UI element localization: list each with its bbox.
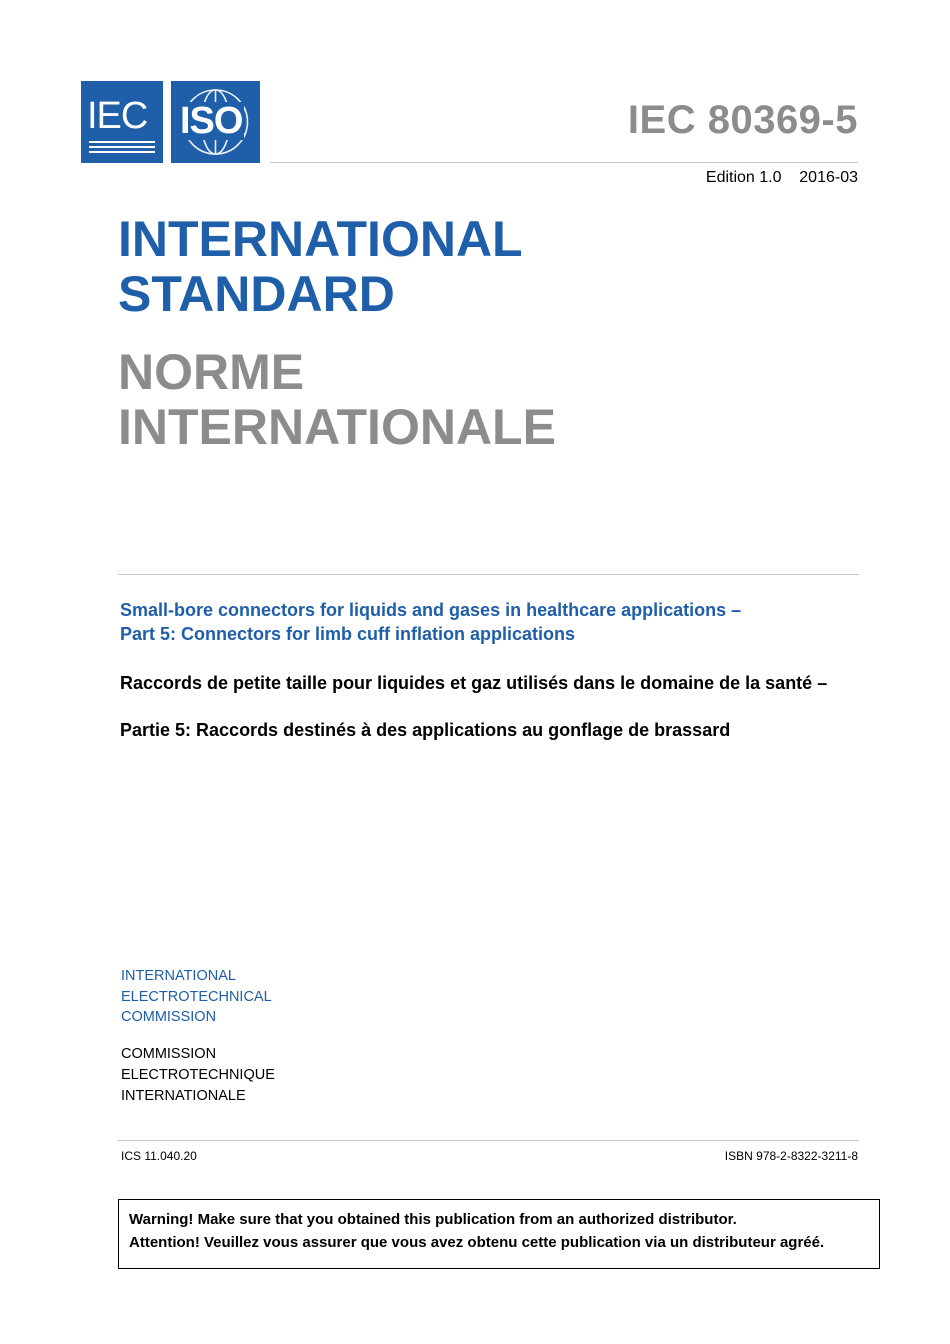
iec-logo-lines: [89, 141, 155, 153]
ics-code: ICS 11.040.20: [121, 1149, 197, 1163]
organization-fr: [121, 1044, 275, 1107]
footer-divider: [118, 1140, 859, 1141]
isbn-code: ISBN 978-2-8322-3211-8: [724, 1149, 858, 1163]
title-en-line1: INTERNATIONAL: [118, 211, 523, 267]
warning-fr: Attention! Veuillez vous assurer que vous avez obtenu cette publication via un distributeur agréé.: [129, 1234, 825, 1251]
warning-box: [118, 1199, 880, 1269]
organization-en-line: COMMISSION: [121, 1009, 217, 1025]
organization-fr-line: COMMISSION: [121, 1046, 217, 1062]
organization-fr-line: INTERNATIONALE: [121, 1088, 246, 1104]
organization-en: [121, 966, 272, 1028]
title-divider: [118, 574, 859, 575]
iec-logo-text: IEC: [87, 95, 148, 137]
iso-logo: [171, 81, 260, 163]
title-en-line2: STANDARD: [118, 266, 395, 322]
edition-info: [706, 169, 858, 187]
subtitle-en-line1: Small-bore connectors for liquids and gases in healthcare applications –: [120, 600, 742, 620]
subtitle-en-line2: Part 5: Connectors for limb cuff inflation applications: [120, 624, 576, 644]
organization-en-line: ELECTROTECHNICAL: [121, 988, 272, 1005]
subtitle-fr-line2: Partie 5: Raccords destinés à des applications au gonflage de brassard: [120, 720, 731, 740]
iso-logo-text: ISO: [180, 100, 243, 142]
title-fr-line2: INTERNATIONALE: [118, 399, 556, 455]
iec-logo: [81, 81, 163, 163]
organization-en-line: INTERNATIONAL: [121, 968, 236, 984]
header-divider: [270, 162, 858, 163]
warning-en: Warning! Make sure that you obtained this publication from an authorized distributor.: [129, 1211, 737, 1228]
title-fr-line1: NORME: [118, 344, 305, 400]
edition-date: 2016-03: [799, 169, 858, 186]
standard-number: IEC 80369-5: [627, 98, 858, 142]
edition-number: Edition 1.0: [705, 169, 782, 186]
subtitle-fr-line1: Raccords de petite taille pour liquides et gaz utilisés dans le domaine de la santé –: [120, 673, 828, 693]
organization-fr-line: ELECTROTECHNIQUE: [121, 1067, 275, 1083]
